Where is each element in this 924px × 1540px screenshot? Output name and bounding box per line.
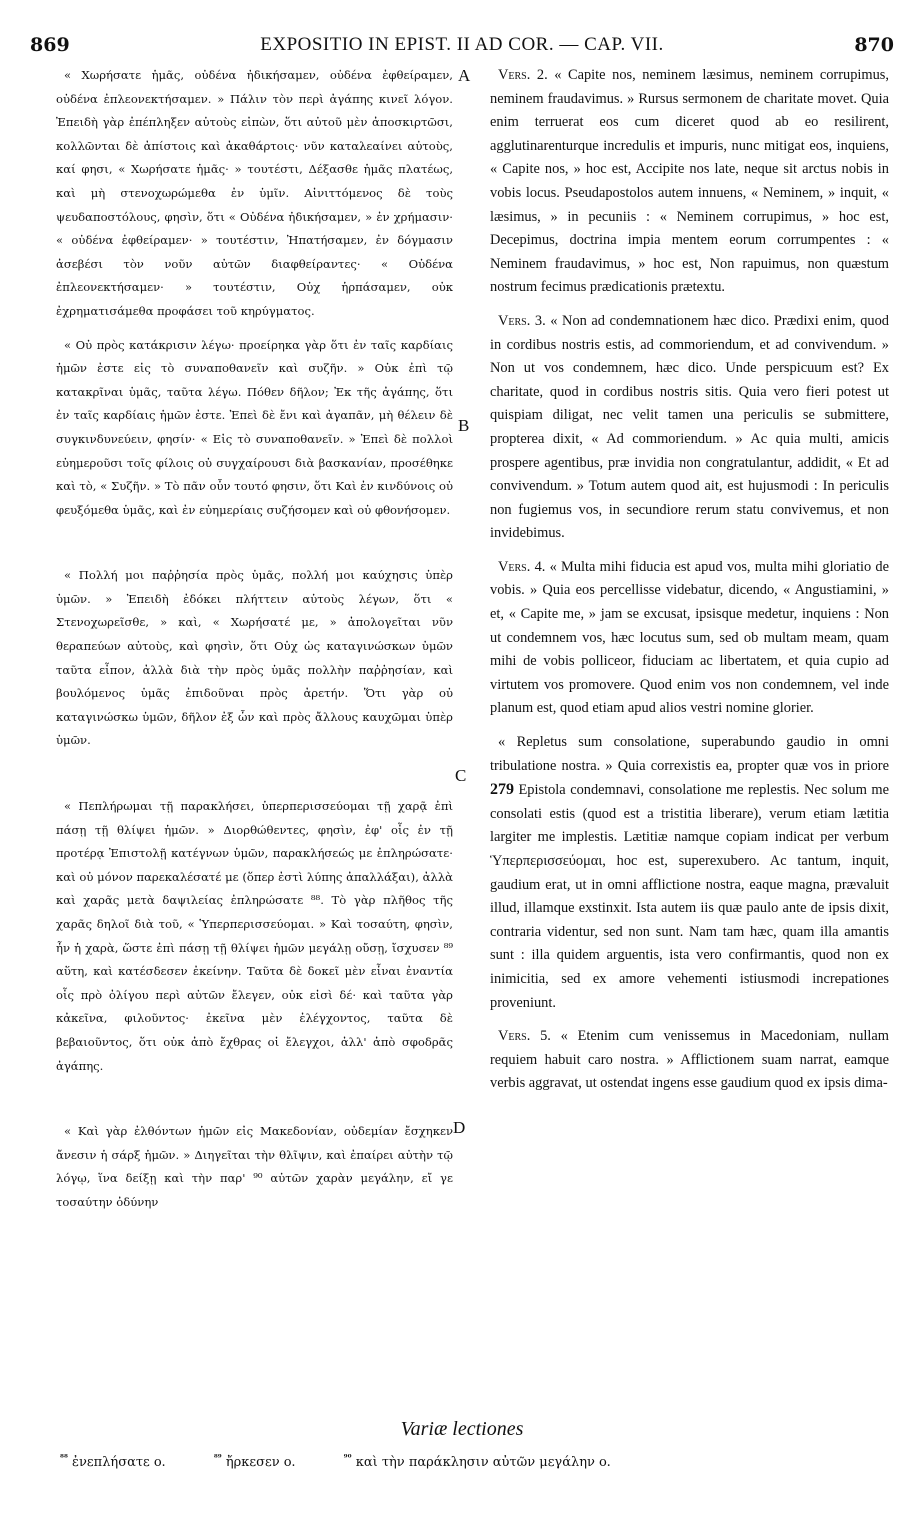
verse-label: Vers. 3.	[498, 312, 546, 329]
margin-marker-b: B	[458, 416, 470, 435]
variant-note-88	[60, 1455, 188, 1470]
variant-note-89	[214, 1455, 318, 1470]
greek-paragraph-3: « Πολλή μοι παῤῥησία πρὸς ὑμᾶς, πολλή μοι καύχησις ὑπὲρ ὑμῶν. » Ἐπειδὴ ἐδόκει πλήττειν αὐτοὺς λέγων, ὅτι « Στενοχωρεῖσθε, » καὶ, « Χωρήσατέ με, » ἀπολογεῖται νῦν θεραπεύων αὐτοὺς, καὶ φησὶν, ὅτι Οὐχ ὡς καταγινώσκων ὑμῶν ταῦτα εἶπον, ἀλλὰ διὰ τὴν πρὸς ὑμᾶς πολλὴν παῤῥησίαν, καὶ βουλόμενος ὑμᾶς ἐπιδοῦναι πρὸς ἀρετήν. Ὅτι γὰρ οὐ καταγινώσκω ὑμῶν, δῆλον ἐξ ὧν καὶ πρὸς ἄλλους καυχῶμαι ὑπὲρ ὑμῶν.	[56, 568, 453, 748]
greek-paragraph-1: « Χωρήσατε ἡμᾶς, οὐδένα ἠδικήσαμεν, οὐδένα ἐφθείραμεν, οὐδένα ἐπλεονεκτήσαμεν. » Πάλιν τὸν περὶ ἀγάπης κινεῖ λόγον. Ἐπειδὴ γὰρ ἐπέπληξεν αὐτοὺς εἰπὼν, ὅτι αὐτοῦ μὲν ἀποσκιρτῶσι, κολλῶνται δὲ ἀπίστοις καὶ ἀκαθάρτοις· νῦν καταλεαίνει αὐτοὺς, καί φησι, « Χωρήσατε ἡμᾶς· » τουτέστι, Δέξασθε ἡμᾶς πλατέως, καὶ μὴ στενοχωρώμεθα ἐν ὑμῖν. Αἰνιττόμενος δὲ τοὺς ψευδαποστόλους, φησὶν, ὅτι « Οὐδένα ἠδικήσαμεν, » ἐν χρήμασιν· « οὐδένα ἐφθείραμεν· » τουτέστιν, Ἠπατήσαμεν, ἐν δόγμασιν ἀσεβέσι τὸν νοῦν αὐτῶν διαφθείραντες· « Οὐδένα ἐπλεονεκτήσαμεν· » τουτέστιν, Οὐχ ἡρπάσαμεν, οὐκ ἐχρηματισάμεθα προφάσει τοῦ κηρύγματος.	[56, 68, 453, 318]
verse-text: « Non ad condemnationem hæc dico. Prædixi enim, quod in cordibus nostris estis, ad commoriendum, et ad convivendum. » Non ut vos condemnem, hæc dico. Unde perspicuum est? Ex charitate, quod in cordibus nostris sitis. Quia vero fieri potest ut quispiam diligat, nec velit tamen una periculis se submittere, propterea dixit, « Ad commoriendum. » Ac quia multi, amicis prospere agentibus, præ invidia non congratulantur, addidit, « Et ad convivendum. » Totum autem quod ait, est hujusmodi : In periculis non fugiemus vos, in secundiore rerum statu convivemus, et non invidebimus.	[490, 312, 889, 542]
note-mark: ⁸⁹	[213, 1454, 222, 1464]
margin-marker-c: C	[455, 766, 467, 785]
latin-verse-4	[490, 556, 889, 721]
verse-label: Vers. 2.	[498, 67, 548, 83]
page-number-right: 870	[854, 34, 894, 56]
latin-verse-5	[490, 1025, 889, 1096]
running-title: EXPOSITIO IN EPIST. II AD COR. — CAP. VII.	[260, 34, 664, 55]
latin-paragraph-repletus	[490, 731, 889, 1015]
note-mark: ⁹⁰	[343, 1454, 352, 1464]
latin-column	[490, 64, 889, 1096]
variant-note-90	[344, 1455, 633, 1470]
margin-marker-a: A	[458, 66, 471, 85]
column-number: 279	[490, 781, 514, 799]
verse-label: Vers. 4.	[498, 558, 546, 575]
note-text: ἐνεπλήσατε o.	[72, 1455, 166, 1471]
note-mark: ⁸⁸	[60, 1454, 68, 1464]
page-header	[30, 34, 894, 58]
greek-column	[56, 64, 453, 1215]
greek-paragraph-4: « Πεπλήρωμαι τῇ παρακλήσει, ὑπερπερισσεύομαι τῇ χαρᾷ ἐπὶ πάσῃ τῇ θλίψει ἡμῶν. » Διορθώθεντες, φησὶν, ἐφ' οἷς ἐν τῇ προτέρᾳ Ἐπιστολῇ κατέγνων ὑμῶν, παρακλήσεώς με ἐπληρώσατε· καὶ οὐ μόνον παρεκαλέσατέ με (ὅπερ ἐστὶ λύπης ἀπαλλάξαι), ἀλλὰ καὶ χαρᾶς μετὰ δαψιλείας ἐπληρώσατε ⁸⁸. Τὸ γὰρ πλῆθος τῆς χαρᾶς δηλοῖ διὰ τοῦ, « Ὑπερπερισσεύομαι. » Καὶ τοσαύτη, φησὶν, ἦν ἡ χαρὰ, ὥστε ἐπὶ πάσῃ τῇ θλίψει ἡμῶν μεγάλῃ οὔσῃ, ἴσχυσεν ⁸⁹ αὕτη, καὶ κατέσδεσεν ἐκείνην. Ταῦτα δὲ δοκεῖ μὲν εἶναι ἐναντία οἷς πρὸ ὀλίγου περὶ αὐτῶν ἔλεγεν, οὐκ εἰσὶ δέ· καὶ ταῦτα γὰρ κἀκεῖνα, φιλοῦντος· ἐκεῖνα μὲν ἐλέγχοντος, ταῦτα δὲ βεβαιοῦντος, ὅτι οὐκ ἀπὸ ἔχθρας οἱ ἔλεγχοι, ἀλλ' ἀπὸ σφοδρᾶς ἀγάπης.	[56, 799, 453, 1073]
greek-paragraph-5: « Καὶ γὰρ ἐλθόντων ἡμῶν εἰς Μακεδονίαν, οὐδεμίαν ἔσχηκεν ἄνεσιν ἡ σάρξ ἡμῶν. » Διηγεῖται τὴν θλῖψιν, καὶ ἐπαίρει αὐτὴν τῷ λόγῳ, ἵνα δείξῃ καὶ τὴν παρ' ⁹⁰ αὐτῶν χαρὰν μεγάλην, εἴ γε τοσαύτην ὀδύνην	[56, 1124, 453, 1209]
verse-label: Vers. 5.	[498, 1028, 551, 1045]
latin-verse-2	[490, 64, 889, 300]
verse-text: « Capite nos, neminem læsimus, neminem corrupimus, neminem fraudavimus. » Rursus sermonem de charitate movet. Quia enim terruerat eos cum diceret quod ab eo resilirent, agglutinarenturque incredulis et impuris, nunc mitigat eos, inquiens, « Capite nos, » hoc est, Accipite nos late, neque sit arctus nobis in vobis locus. Pseudapostolos autem innuens, « Neminem, » inquit, « læsimus, » in pecuniis : « Neminem corrupimus, » hoc est, Decepimus, doctrina impia mentem eorum corrumpentes : « Neminem fraudavimus, » hoc est, Non rapuimus, non quæstum nostrum fecimus prædicationis prætextu.	[490, 67, 889, 296]
greek-paragraph-2: « Οὐ πρὸς κατάκρισιν λέγω· προείρηκα γὰρ ὅτι ἐν ταῖς καρδίαις ἡμῶν ἐστε εἰς τὸ συναποθανεῖν καὶ συζῆν. » Οὐκ ἐπὶ τῷ κατακρῖναι ὑμᾶς, ταῦτα λέγω. Πόθεν δῆλον; Ἐκ τῆς ἀγάπης, ὅτι ἐν ταῖς καρδίαις ἡμῶν ἐστε. Ἐπεὶ δὲ ἔνι καὶ ἀγαπᾶν, μὴ θέλειν δὲ συγκινδυνεύειν, φησίν· « Εἰς τὸ συναποθανεῖν. » Ἐπεὶ δὲ πολλοὶ εὐημεροῦσι τοῖς φίλοις οὐ συγχαίρουσι διὰ βασκανίαν, προσέθηκε καὶ τὸ, « Συζῆν. » Τὸ πᾶν οὖν τουτό φησιν, ὅτι Καὶ ἐν κινδύνοις οὐ φευξόμεθα ὑμᾶς, καὶ ἐν εὐημερίαις συζήσομεν καὶ οὐ φθονήσομεν.	[56, 337, 453, 517]
page-number-left: 869	[30, 34, 70, 56]
verse-text: « Multa mihi fiducia est apud vos, multa mihi gloriatio de vobis. » Quia eos percellisse videbatur, dicendo, « Angustiamini, » et, « Capite me, » jam se excusat, ipsisque medetur, inquiens : Non ut condemnem vos, hæc locutus sum, sed ob multam meam, quam mihi de vobis polliceor, fiduciam ac libertatem, et quia cupio ad virtutem vos promovere. Quod enim vos non condemnem, vel inde planum est, quod etiam apud alios vestri nomine glorier.	[490, 558, 889, 717]
paragraph-text-a: « Repletus sum consolatione, superabundo gaudio in omni tribulatione nostra. » Quia correxistis ea, propter quæ vos in priore	[490, 734, 889, 774]
paragraph-text-b: Epistola condemnavi, consolatione me replestis. Nec solum me consolati estis (quod est a tristitia liberare), verum etiam lætitia largiter me implestis. Lætitiæ namque copiam indicat per verbum Ὑπερπερισσεύομαι, hoc est, superexubero. Ac tantum, inquit, gaudium erat, ut in omni afflictione nostra, eaque magna, prævaluit illud, illamque exstinxit. Ista autem iis quæ paulo ante de ipsis dixit, contraria videntur, sed non sunt. Nam tam hæc, quam illa amantis sunt : illa quidem arguentis, ista vero confirmantis, quod non ex inimicitia, sed ex amore vehementi istiusmodi increpationes proveniunt.	[490, 782, 889, 1011]
note-text: καὶ τὴν παράκλησιν αὐτῶν μεγάλην o.	[355, 1455, 611, 1471]
margin-marker-d: D	[453, 1118, 466, 1137]
note-text: ἤρκεσεν o.	[225, 1455, 296, 1471]
variae-lectiones-heading: Variæ lectiones	[400, 1418, 524, 1440]
latin-verse-3	[490, 310, 889, 546]
variant-notes	[60, 1454, 860, 1470]
verse-text: « Etenim cum venissemus in Macedoniam, nullam requiem habuit caro nostra. » Afflictionem suam narrat, eamque verbis aggravat, ut ostendat ingens esse gaudium quod ex ipsis dima-	[490, 1028, 889, 1092]
